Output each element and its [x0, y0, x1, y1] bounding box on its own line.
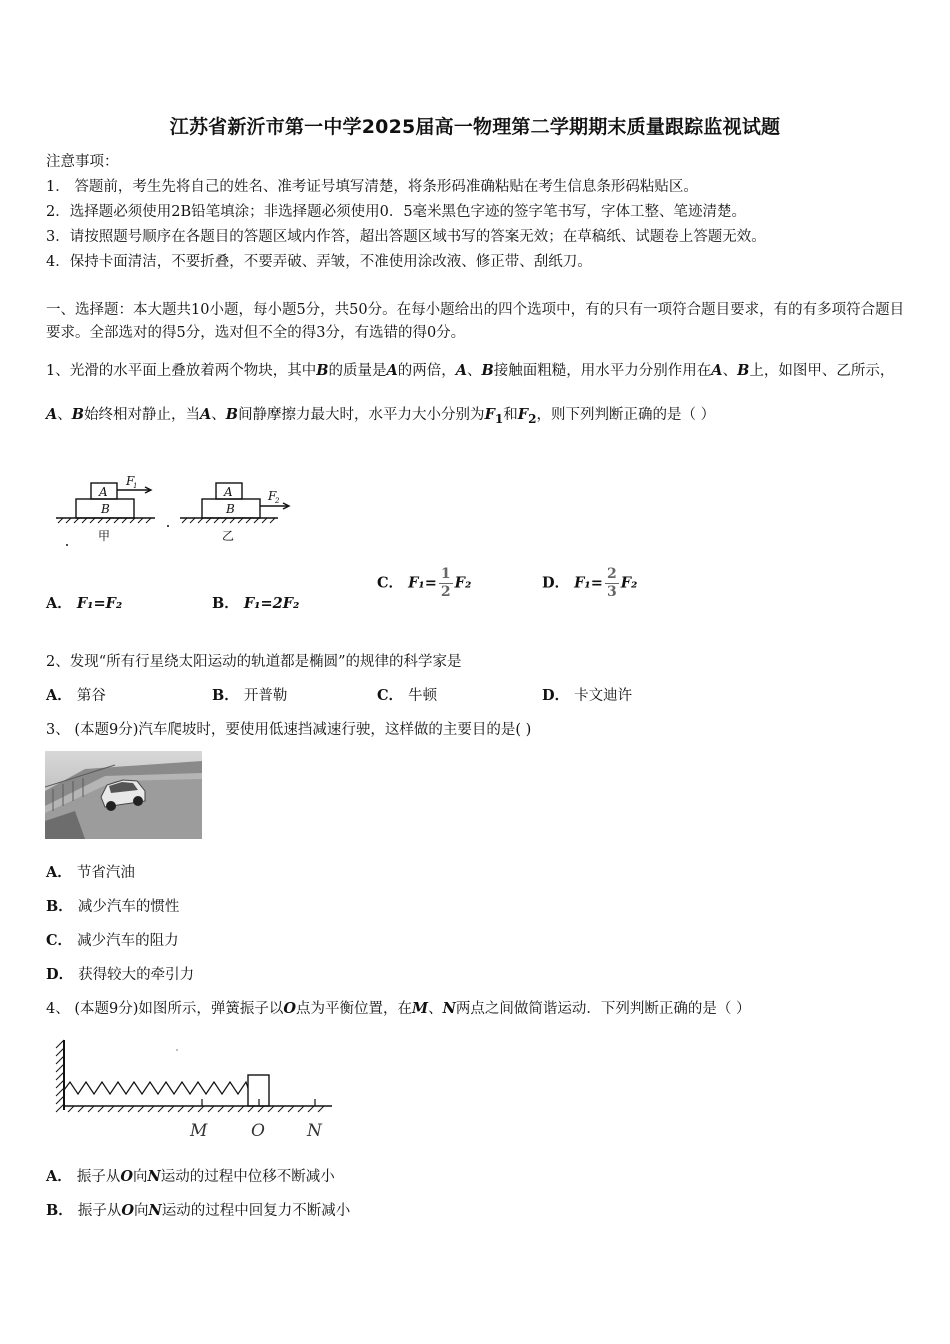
q2-option-b[interactable]: B． 开普勒 [212, 687, 288, 704]
car-on-slope-photo [45, 751, 202, 839]
right-block-b-label: B [226, 502, 235, 516]
right-force-sub: 2 [275, 497, 280, 505]
question-1-text: 1、光滑的水平面上叠放着两个物块，其中B的质量是A的两倍，A、B接触面粗糙，用水平力分别作用在A、B上，如图甲、乙所示，A、B始终相对静止，当A、B间静摩擦力最大时，水平力大小分别为$F_1$和$F_2$，则下列判断正确的是（ ） [46, 362, 895, 426]
left-caption: 甲 [98, 529, 111, 543]
left-force-label: F [126, 474, 135, 488]
page-title: 江苏省新沂市第一中学2025届高一物理第二学期期末质量跟踪监视试题 [169, 116, 781, 138]
right-caption: 乙 [222, 529, 235, 543]
question-3-text: 3、 (本题9分)汽车爬坡时，要使用低速挡减速行驶，这样做的主要目的是( ) [46, 722, 532, 738]
blocks-figure [50, 470, 300, 548]
q2-option-c[interactable]: C． 牛顿 [377, 687, 438, 704]
notice-item-1: 1． 答题前，考生先将自己的姓名、准考证号填写清楚，将条形码准确粘贴在考生信息条形码粘贴区。 [46, 179, 698, 195]
right-block-a-label: A [224, 485, 233, 499]
section-intro: 一、选择题：本大题共10小题，每小题5分，共50分。在每小题给出的四个选项中，有的只有一项符合题目要求，有的有多项符合题目要求。全部选对的得5分，选对但不全的得3分，有选错的得0分。 [46, 302, 905, 341]
notice-item-3: 3．请按照题号顺序在各题目的答题区域内作答，超出答题区域书写的答案无效；在草稿纸、试题卷上答题无效。 [46, 229, 766, 245]
fraction-two-thirds: $\frac{2}{3}$ [606, 566, 617, 600]
q1-option-c[interactable]: C． F₁= $\frac{1}{2}$ F₂ [377, 566, 472, 600]
left-block-b-label: B [101, 502, 110, 516]
left-force-sub: 1 [133, 482, 138, 490]
notice-item-2: 2．选择题必须使用2B铅笔填涂；非选择题必须使用0．5毫米黑色字迹的签字笔书写，字体工整、笔迹清楚。 [46, 204, 747, 220]
q4-option-b[interactable]: B． 振子从O向N运动的过程中回复力不断减小 [46, 1202, 351, 1219]
q3-option-a[interactable]: A． 节省汽油 [46, 864, 135, 881]
q2-option-d[interactable]: D． 卡文迪许 [542, 687, 633, 704]
fraction-one-half: $\frac{1}{2}$ [440, 566, 451, 600]
q4-option-a[interactable]: A． 振子从O向N运动的过程中位移不断减小 [46, 1168, 335, 1185]
q3-option-b[interactable]: B． 减少汽车的惯性 [46, 898, 180, 915]
q1-option-b[interactable]: B． F₁=2F₂ [212, 595, 300, 612]
q2-option-a[interactable]: A． 第谷 [46, 687, 106, 704]
notice-heading: 注意事项： [46, 154, 119, 170]
notice-item-4: 4．保持卡面清洁，不要折叠，不要弄破、弄皱，不准使用涂改液、修正带、刮纸刀。 [46, 254, 592, 270]
spring-oscillator-figure [50, 1036, 340, 1146]
q3-option-d[interactable]: D． 获得较大的牵引力 [46, 966, 195, 983]
q1-option-d[interactable]: D． F₁= $\frac{2}{3}$ F₂ [542, 566, 638, 600]
q1-option-a[interactable]: A． F₁=F₂ [46, 595, 123, 612]
point-o-label: O [251, 1121, 265, 1141]
left-block-a-label: A [99, 485, 108, 499]
question-4-text: 4、 (本题9分)如图所示，弹簧振子以O点为平衡位置，在M、N两点之间做简谐运动．下列判断正确的是（ ） [46, 1000, 751, 1017]
point-n-label: N [307, 1121, 322, 1141]
right-force-label: F [268, 489, 277, 503]
question-2-text: 2、发现“所有行星绕太阳运动的轨道都是椭圆”的规律的科学家是 [46, 654, 462, 670]
point-m-label: M [190, 1121, 208, 1141]
q3-option-c[interactable]: C． 减少汽车的阻力 [46, 932, 179, 949]
